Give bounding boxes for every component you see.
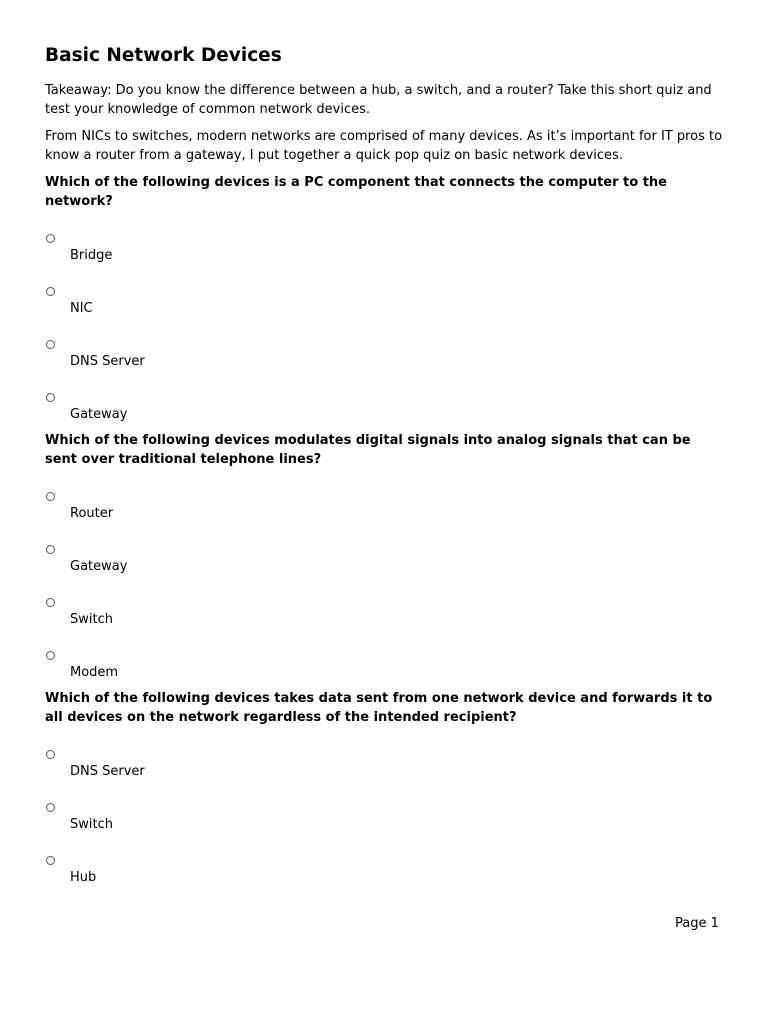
option-label: Gateway xyxy=(70,407,128,422)
radio-button[interactable] xyxy=(46,803,55,812)
question-1-text: Which of the following devices is a PC component that connects the computer to the network? xyxy=(45,175,667,209)
radio-button[interactable] xyxy=(46,393,55,402)
document-page xyxy=(45,44,725,894)
page-title: Basic Network Devices xyxy=(45,45,282,66)
question-3-option-3[interactable] xyxy=(45,841,725,894)
option-label: DNS Server xyxy=(70,764,145,779)
radio-button[interactable] xyxy=(46,750,55,759)
radio-button[interactable] xyxy=(46,651,55,660)
radio-button[interactable] xyxy=(46,492,55,501)
option-label: Bridge xyxy=(70,248,113,263)
option-label: Switch xyxy=(70,817,113,832)
takeaway-paragraph: Takeaway: Do you know the difference between a hub, a switch, and a router? Take this short quiz and test your knowledge of common network devices. xyxy=(45,83,712,117)
option-label: NIC xyxy=(70,301,93,316)
option-label: DNS Server xyxy=(70,354,145,369)
option-label: Modem xyxy=(70,665,119,680)
question-3-option-2[interactable] xyxy=(45,788,725,841)
option-label: Switch xyxy=(70,612,113,627)
question-1 xyxy=(45,173,725,431)
question-2-option-3[interactable] xyxy=(45,583,725,636)
question-2-option-4[interactable] xyxy=(45,636,725,689)
intro-paragraph: From NICs to switches, modern networks are comprised of many devices. As it’s important for IT pros to know a router from a gateway, I put together a quick pop quiz on basic network devices. xyxy=(45,129,723,163)
question-1-option-3[interactable] xyxy=(45,325,725,378)
option-label: Hub xyxy=(70,870,97,885)
radio-button[interactable] xyxy=(46,856,55,865)
question-1-option-4[interactable] xyxy=(45,378,725,431)
question-1-option-1[interactable] xyxy=(45,219,725,272)
question-1-option-2[interactable] xyxy=(45,272,725,325)
radio-button[interactable] xyxy=(46,287,55,296)
question-3-text: Which of the following devices takes data sent from one network device and forwards it to all devices on the network regardless of the intended recipient? xyxy=(45,691,713,725)
radio-button[interactable] xyxy=(46,234,55,243)
radio-button[interactable] xyxy=(46,545,55,554)
page-number: Page 1 xyxy=(675,916,719,931)
question-1-options xyxy=(45,219,725,431)
question-3-options xyxy=(45,735,725,894)
question-2 xyxy=(45,431,725,689)
option-label: Router xyxy=(70,506,114,521)
radio-button[interactable] xyxy=(46,598,55,607)
question-2-option-1[interactable] xyxy=(45,477,725,530)
question-3-option-1[interactable] xyxy=(45,735,725,788)
question-2-options xyxy=(45,477,725,689)
radio-button[interactable] xyxy=(46,340,55,349)
question-3 xyxy=(45,689,725,894)
question-2-option-2[interactable] xyxy=(45,530,725,583)
question-2-text: Which of the following devices modulates digital signals into analog signals that can be sent over traditional telephone lines? xyxy=(45,433,691,467)
option-label: Gateway xyxy=(70,559,128,574)
